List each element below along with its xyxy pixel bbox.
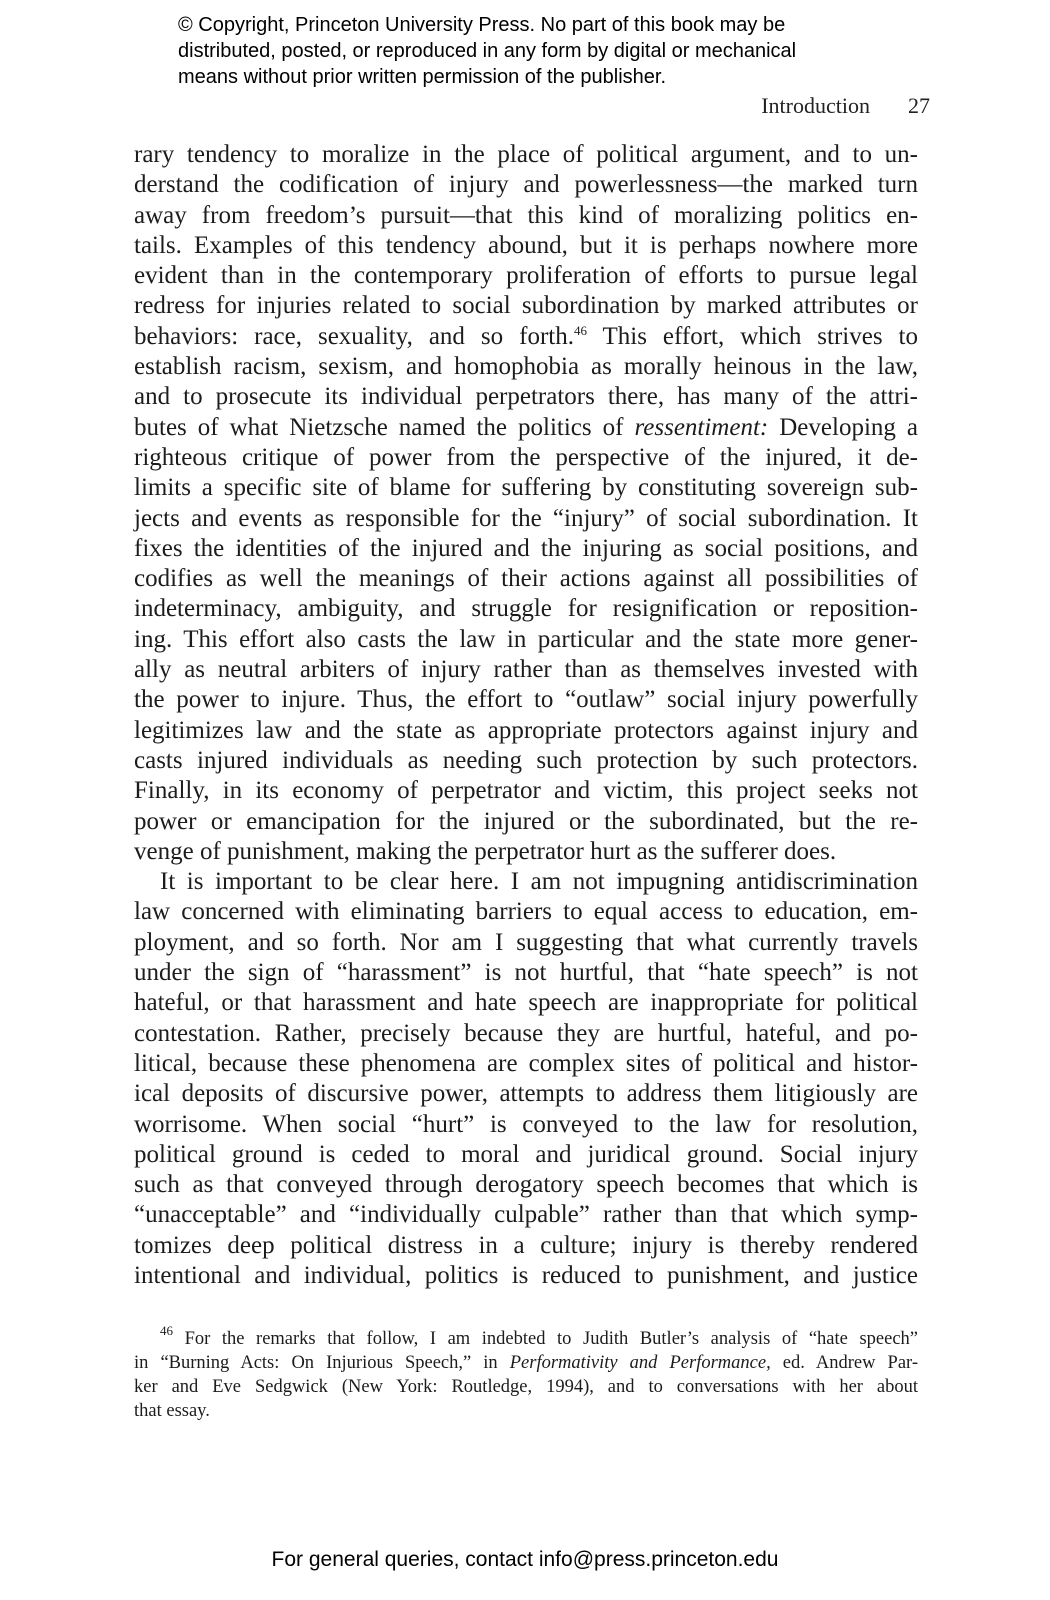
footnote-reference: 46 [573,322,587,338]
text-segment: Developing a [768,413,918,441]
text-line: venge of punishment, making the perpetrator hurt as the sufferer does. [134,837,837,865]
footnote-number: 46 [160,1323,173,1338]
text-line: law concerned with eliminating barriers to equal access to education, em- [134,898,918,926]
text-line: away from freedom’s pursuit—that this kind of moralizing politics en- [134,201,918,229]
text-line: legitimizes law and the state as appropriate protectors against injury and [134,716,918,744]
page-number: 27 [908,93,930,118]
text-segment: butes of what Nietzsche named the politics of [134,413,635,441]
text-line: ical deposits of discursive power, attempts to address them litigiously are [134,1080,918,1108]
footer-contact: For general queries, contact info@press.princeton.edu [271,1548,779,1571]
text-line: Finally, in its economy of perpetrator and victim, this project seeks not [134,777,918,805]
text-segment: This effort, which strives to [586,322,918,350]
italic-term: ressentiment: [634,413,769,441]
text-line: political ground is ceded to moral and juridical ground. Social injury [134,1140,918,1168]
text-line [134,413,918,443]
footnote-line: that essay. [134,1401,210,1421]
text-segment: behaviors: race, sexuality, and so forth. [134,322,574,350]
running-head-section: Introduction [761,93,870,118]
text-segment: For the remarks that follow, I am indebted to Judith Butler’s analysis of “hate speech” [173,1329,918,1349]
text-line: establish racism, sexism, and homophobia as morally heinous in the law, [134,353,918,381]
text-line: power or emancipation for the injured or the subordinated, but the re- [134,807,918,835]
text-line: derstand the codification of injury and powerlessness—the marked turn [134,171,918,199]
copyright-notice [178,12,938,90]
text-line: “unacceptable” and “individually culpable” rather than that which symp- [134,1201,918,1229]
copyright-line: distributed, posted, or reproduced in any form by digital or mechanical [178,40,797,62]
footnote-line [134,1323,918,1351]
text-segment: ed. Andrew Par- [770,1353,918,1373]
text-line: tails. Examples of this tendency abound, but it is perhaps nowhere more [134,231,918,259]
text-line: fixes the identities of the injured and the injuring as social positions, and [134,534,918,562]
text-line: It is important to be clear here. I am not impugning antidiscrimination [160,868,918,896]
text-segment: in “Burning Acts: On Injurious Speech,” in [134,1353,510,1373]
text-line: worrisome. When social “hurt” is conveyed to the law for resolution, [134,1110,918,1138]
text-line: ally as neutral arbiters of injury rather than as themselves invested with [134,656,918,684]
body-text [134,140,918,1291]
text-line: jects and events as responsible for the “injury” of social subordination. It [134,504,918,532]
text-line: such as that conveyed through derogatory speech becomes that which is [134,1171,918,1199]
footnote [134,1323,918,1423]
text-line [134,322,918,352]
italic-title: Performativity and Performance, [509,1353,771,1373]
text-line: codifies as well the meanings of their actions against all possibilities of [134,565,918,593]
text-line: evident than in the contemporary proliferation of efforts to pursue legal [134,262,918,290]
text-line: under the sign of “harassment” is not hurtful, that “hate speech” is not [134,959,918,987]
text-line: righteous critique of power from the perspective of the injured, it de- [134,443,918,471]
footnote-line [134,1351,918,1375]
text-line: indeterminacy, ambiguity, and struggle for resignification or reposition- [134,595,918,623]
copyright-line: means without prior written permission of the publisher. [178,66,667,88]
text-line: and to prosecute its individual perpetrators there, has many of the attri- [134,383,918,411]
text-line: ployment, and so forth. Nor am I suggesting that what currently travels [134,928,918,956]
text-line: litical, because these phenomena are complex sites of political and histor- [134,1049,918,1077]
text-line: ing. This effort also casts the law in particular and the state more gener- [134,625,918,653]
text-line: rary tendency to moralize in the place of political argument, and to un- [134,141,918,168]
text-line: contestation. Rather, precisely because they are hurtful, hateful, and po- [134,1019,918,1047]
text-line: casts injured individuals as needing such protection by such protectors. [134,746,918,774]
text-line: intentional and individual, politics is reduced to punishment, and justice [134,1261,918,1289]
footnote-line: ker and Eve Sedgwick (New York: Routledge, 1994), and to conversations with her about [134,1377,918,1397]
text-line: redress for injuries related to social subordination by marked attributes or [134,292,918,320]
running-head [761,93,930,119]
text-line: hateful, or that harassment and hate speech are inappropriate for political [134,989,918,1017]
text-line: tomizes deep political distress in a culture; injury is thereby rendered [134,1231,918,1259]
copyright-line: © Copyright, Princeton University Press. No part of this book may be [178,14,786,36]
text-line: limits a specific site of blame for suffering by constituting sovereign sub- [134,474,918,502]
text-line: the power to injure. Thus, the effort to “outlaw” social injury powerfully [134,686,918,714]
